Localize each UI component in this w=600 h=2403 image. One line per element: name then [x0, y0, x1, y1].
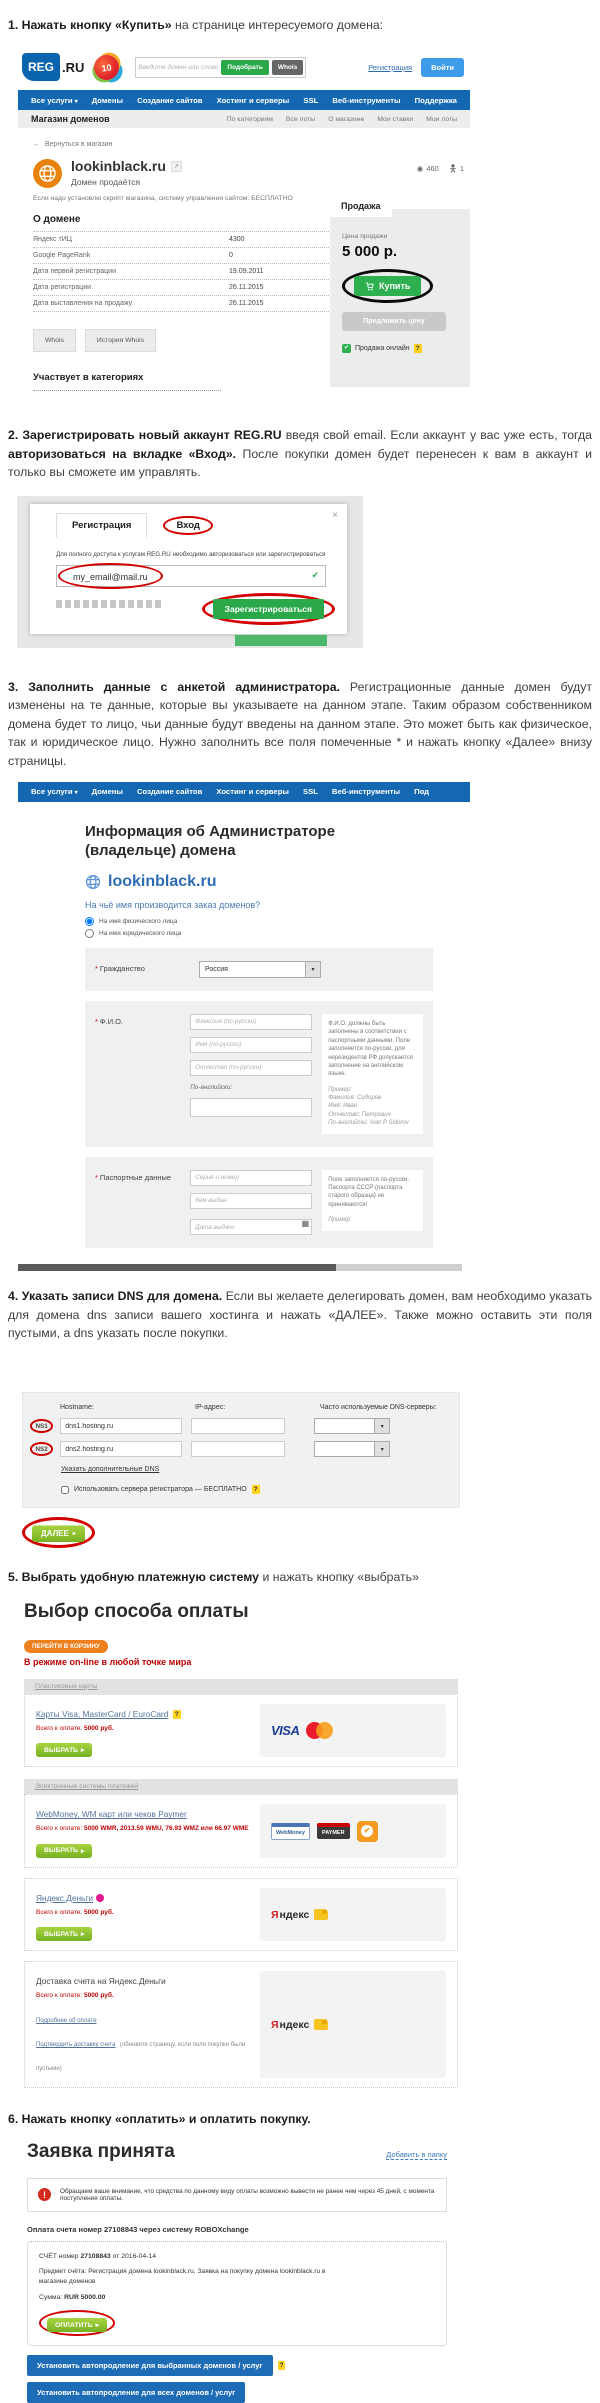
screenshot-order-accepted — [27, 2141, 447, 2403]
ns2-label-circled: NS2 — [30, 1442, 53, 1456]
price-label: Цена продажи — [342, 233, 388, 241]
modal-tabs — [30, 504, 347, 538]
check-icon: ✔ — [343, 345, 350, 352]
payment-title: Выбор способа оплаты — [24, 1600, 249, 1622]
question-icon[interactable]: ? — [415, 345, 420, 353]
tab-registration[interactable]: Регистрация — [56, 513, 147, 538]
order-accepted-title: Заявка принята — [27, 2140, 175, 2162]
arrow-right-icon: ▸ — [81, 1747, 85, 1755]
payment-option-yandex-invoice: Доставка счета на Яндекс.Деньги Всего к оплате: 5000 руб. Подробнее об оплате Подтвердить доставку счета (обновите страницу, если поля покупки были пустыми) Я ндекс — [24, 1961, 458, 2088]
calendar-icon[interactable]: ▦ — [301, 1218, 310, 1228]
modal-description: Для полного доступа к услугам REG.RU необходимо авторизоваться или зарегистрироваться — [56, 550, 326, 558]
eye-icon: ◉ — [416, 164, 424, 174]
step-1-bold: 1. Нажать кнопку «Купить» — [8, 18, 172, 32]
shop-links — [227, 116, 457, 123]
confirm-delivery-link[interactable]: Подтвердить доставку счета — [36, 2042, 116, 2049]
wallet-icon — [314, 1909, 328, 1920]
radio-legal-entity[interactable]: На имя юридического лица — [85, 929, 433, 938]
payment-option-webmoney: WebMoney, WM карт или чеков Paymer Всего к оплате: 5000 WMR, 2013.59 WMU, 76.93 WMZ или 66.97 WME ВЫБРАТЬ ▸ WebMoney PAYMER ✔ — [24, 1794, 458, 1868]
table-row: Google PageRank 0 — [33, 247, 335, 263]
question-icon[interactable]: ? — [174, 1710, 179, 1718]
nav-support[interactable]: Поддержка — [414, 95, 457, 105]
scrollbar-thumb[interactable] — [18, 1264, 336, 1271]
citizenship-box: * Гражданство Россия ▾ — [85, 948, 433, 991]
nav-webtools[interactable]: Веб-инструменты — [332, 95, 401, 105]
whois-history-button[interactable]: История Whois — [85, 329, 156, 352]
background-button-fragment — [235, 635, 327, 646]
autorenew-all-button[interactable]: Установить автопродление для всех доменов / услуг — [27, 2382, 245, 2403]
cards-link[interactable]: Карты Visa, MasterCard / EuroCard — [36, 1708, 169, 1719]
back-to-shop-link[interactable]: ← Вернуться в магазин — [33, 141, 113, 149]
close-icon[interactable]: × — [332, 509, 338, 521]
registrar-servers-checkbox[interactable] — [61, 1486, 69, 1494]
ns1-hostname-input[interactable] — [60, 1418, 182, 1434]
horizontal-scrollbar[interactable] — [18, 1264, 462, 1271]
english-label: По-английски: — [190, 1083, 233, 1091]
passport-date-input[interactable] — [190, 1219, 312, 1235]
payment-details-link[interactable]: Подробнее об оплате — [36, 2018, 97, 2025]
sale-panel — [330, 201, 470, 387]
question-icon[interactable]: ? — [279, 2362, 284, 2370]
chevron-down-icon: ▾ — [74, 98, 78, 105]
admin-form-content — [85, 822, 433, 1248]
dns-headers — [23, 1404, 459, 1411]
step-4-text: 4. Указать записи DNS для домена. Если вы желаете делегировать домен, вам необходимо указать для домена dns записи вашего хостинга и нажать «ДАЛЕЕ». Также можно оставить эти поля пустыми, а dns указать после покупки. — [8, 1289, 592, 1340]
table-row: Дата выставления на продажу 26.11.2015 — [33, 295, 335, 312]
nav-webtools[interactable]: Веб-инструменты — [331, 787, 401, 797]
nav-hosting[interactable]: Хостинг и серверы — [216, 787, 289, 797]
payment-option-yandex-money: Яндекс.Деньги Всего к оплате: 5000 руб. ВЫБРАТЬ ▸ Я ндекс — [24, 1878, 458, 1952]
ns2-ip-input[interactable] — [191, 1441, 285, 1457]
regru-logo-ru: .RU — [62, 59, 85, 75]
card-logos — [260, 1704, 446, 1758]
domain-line — [85, 873, 433, 891]
payment-line: Оплата счета номер 27108843 через систему ROBOXchange — [27, 2224, 249, 2234]
registrar-servers-checkbox-row: Использовать сервера регистратора — БЕСПЛАТНО ? — [61, 1485, 459, 1494]
shop-title: Магазин доменов — [31, 114, 110, 125]
webmoney-link[interactable]: WebMoney, WM карт или чеков Paymer — [36, 1809, 187, 1820]
add-to-folder-link[interactable]: Добавить в папку — [386, 2149, 447, 2159]
ns1-label-circled: NS1 — [30, 1419, 53, 1433]
select-button[interactable]: ВЫБРАТЬ ▸ — [36, 1743, 92, 1757]
nav-site-creation[interactable]: Создание сайтов — [136, 787, 203, 797]
domain-header-row — [33, 159, 470, 188]
pay-highlight-ellipse — [39, 2310, 115, 2337]
search-input[interactable] — [138, 60, 218, 74]
anniversary-badge-icon: 10 — [93, 53, 121, 81]
about-domain-title: О домене — [33, 214, 81, 226]
arrow-right-icon: ▸ — [72, 1531, 76, 1538]
registration-link[interactable]: Регистрация — [368, 62, 413, 72]
yandex-logo-box — [260, 1888, 446, 1942]
login-button[interactable]: Войти — [421, 58, 464, 77]
add-dns-link[interactable]: Указать дополнительные DNS — [61, 1466, 160, 1474]
domain-info-column — [33, 195, 335, 391]
bids-stat: 1 — [449, 164, 464, 173]
group-electronic-payments: Электронные системы платежей — [24, 1779, 458, 1794]
invoice-box — [27, 2241, 447, 2346]
domain-status: Домен продаётся — [71, 177, 141, 188]
shop-subnav — [18, 110, 470, 128]
nav-all-services[interactable]: Все услуги ▾ — [31, 95, 78, 105]
regru-logo-house: REG — [22, 53, 60, 81]
radio-individual[interactable]: На имя физического лица — [85, 917, 433, 926]
yandex-money-link[interactable]: Яндекс.Деньги — [36, 1892, 94, 1903]
ns2-hostname-input[interactable] — [60, 1441, 182, 1457]
domain-name: lookinblack.ru — [71, 158, 166, 175]
ip-header: IP-адрес: — [195, 1404, 226, 1412]
yandex-money-icon — [96, 1894, 104, 1902]
arrow-right-icon: ▸ — [95, 2322, 100, 2330]
next-button[interactable]: ДАЛЕЕ ▸ — [32, 1525, 85, 1542]
visa-logo: VISA — [271, 1723, 300, 1739]
seller-note: Если надо установлю скрипт магазина, систему управления сайтом. БЕСПЛАТНО — [33, 195, 293, 203]
next-highlight-ellipse — [22, 1517, 95, 1548]
paymer-badge: PAYMER — [317, 1823, 350, 1839]
auth-area — [368, 58, 466, 77]
step-6-text: 6. Нажать кнопку «оплатить» и оплатить покупку. — [8, 2112, 311, 2127]
arrow-left-icon: ← — [33, 141, 40, 149]
email-field[interactable] — [56, 565, 326, 587]
nav-domains[interactable]: Домены — [91, 787, 123, 797]
valid-check-icon: ✔ — [311, 570, 319, 581]
warning-box: ! Обращаем ваше внимание, что средства по данному виду оплаты возможно вывести не ранее чем через 45 дней, с момента поступления оплаты. — [27, 2178, 447, 2212]
passport-series-input[interactable] — [190, 1170, 312, 1186]
dns-row-ns2 — [30, 1441, 459, 1457]
screenshot-regru-domain-page — [18, 44, 470, 410]
nav-all-services[interactable]: Все услуги ▾ — [31, 787, 78, 797]
order-name-question: На чьё имя производится заказ доменов? — [85, 899, 261, 910]
domain-title-block — [71, 159, 182, 187]
passport-issuer-input[interactable] — [190, 1193, 312, 1209]
wallet-icon — [314, 2019, 328, 2030]
tab-login-circled[interactable]: Вход — [163, 516, 213, 535]
nav-ssl[interactable]: SSL — [302, 787, 318, 797]
arrow-right-icon: ▸ — [81, 1847, 85, 1855]
regru-header — [18, 44, 470, 90]
cart-icon — [365, 282, 374, 291]
step-5-text: 5. Выбрать удобную платежную систему и нажать кнопку «выбрать» — [8, 1570, 419, 1585]
screenshot-dns-settings — [22, 1392, 460, 1508]
screenshot-signup-modal — [17, 496, 363, 648]
nav-domains[interactable]: Домены — [91, 95, 124, 105]
payment-method-section — [24, 1601, 458, 2089]
email-highlight-ellipse — [58, 563, 163, 589]
warning-icon: ! — [38, 2188, 51, 2201]
ns1-dns-select[interactable] — [314, 1418, 390, 1434]
domain-stats — [417, 159, 464, 173]
nav-ssl[interactable]: SSL — [303, 95, 319, 105]
globe-icon — [33, 159, 62, 188]
offer-price-button[interactable]: Предложить цену — [342, 312, 446, 331]
online-anywhere-line: В режиме on-line в любой точке мира — [24, 1656, 192, 1667]
english-name-input[interactable] — [190, 1098, 312, 1117]
chevron-down-icon: ▾ — [374, 1442, 389, 1456]
radio-individual-input[interactable] — [85, 917, 94, 926]
fio-note: Ф.И.О. должны быть заполнены в соответствии с паспортными данными. Поле заполняется по-русски, для нерезидентов РФ допускается заполнение на английском языке. Пример: Фамилия: Сидоров Имя: Иван Отчество: Петрович По-английски: Ivan P Sidorov — [322, 1014, 423, 1134]
yandex-logo: Я ндекс — [271, 1909, 328, 1921]
autorenew-selected-button[interactable]: Установить автопродление для выбранных доменов / услуг — [27, 2355, 273, 2376]
required-asterisk: * — [95, 1172, 98, 1182]
step-1-text: 1. Нажать кнопку «Купить» на странице интересуемого домена: — [8, 18, 384, 32]
table-row: Яндекс тИЦ 4300 — [33, 231, 335, 247]
register-highlight-ellipse — [202, 593, 335, 625]
step-2-text: 2. Зарегистрировать новый аккаунт REG.RU введя свой email. Если аккаунт у вас уже есть, тогда авторизоваться на вкладке «Вход». После покупки домен будет перенесен к вам в аккаунт и только вы сможете им управлять. — [8, 428, 592, 480]
nav-support-truncated[interactable]: Под — [414, 787, 430, 797]
radio-legal-input[interactable] — [85, 929, 94, 938]
webmoney-logos — [260, 1804, 446, 1858]
passport-note: Поле заполняется по-русски. Паспорта СССР (паспорта старого образца) не принимаются! Пример: — [322, 1170, 423, 1231]
external-link-icon[interactable]: ↗ — [171, 161, 182, 172]
shop-link-about[interactable]: О магазине — [328, 115, 365, 123]
question-icon[interactable]: ? — [253, 1486, 258, 1494]
yandex-invoice-title: Доставка счета на Яндекс.Деньги — [36, 1976, 166, 1987]
chevron-down-icon: ▾ — [374, 1419, 389, 1433]
buy-button[interactable]: Купить — [354, 276, 421, 296]
hostname-header: Hostname: — [60, 1404, 94, 1412]
select-button[interactable]: ВЫБРАТЬ ▸ — [36, 1927, 92, 1941]
whois-buttons-row — [33, 329, 335, 352]
firstname-input[interactable] — [190, 1037, 312, 1053]
webmoney-badge: WebMoney — [271, 1823, 310, 1840]
required-asterisk: * — [95, 1016, 98, 1026]
payment-option-cards: Карты Visa, MasterCard / EuroCard ? Всего к оплате: 5000 руб. ВЫБРАТЬ ▸ VISA — [24, 1694, 458, 1768]
whois-info-button[interactable]: Whois — [33, 329, 76, 352]
chevron-down-icon: ▾ — [305, 962, 320, 977]
domain-params-table — [33, 231, 335, 312]
invoice-sum: Сумма: RUR 5000.00 — [39, 2293, 106, 2301]
globe-icon — [85, 874, 101, 890]
sale-tab[interactable]: Продажа — [330, 195, 392, 217]
screenshot-admin-form — [0, 782, 600, 1271]
buy-highlight-ellipse — [342, 269, 433, 303]
register-button[interactable]: Зарегистрироваться — [213, 599, 324, 619]
citizenship-select[interactable]: Россия ▾ — [199, 961, 321, 978]
domain-page-body — [18, 195, 470, 410]
yandex-logo-box — [260, 1971, 446, 2078]
views-stat: ◉ 460 — [416, 164, 439, 174]
signup-modal — [30, 504, 347, 634]
main-nav — [18, 90, 470, 110]
main-nav — [18, 782, 470, 802]
shop-link-all-lots[interactable]: Все лоты — [285, 115, 316, 123]
shop-link-my-lots[interactable]: Мои лоты — [426, 115, 457, 123]
sale-price: 5 000 р. — [342, 243, 398, 261]
nav-site-creation[interactable]: Создание сайтов — [137, 95, 203, 105]
passport-box: * Паспортные данные Серия и номер Кем выдан Дата выдачи ▦ Поле заполняется по-русски. Паспорта СССР (паспорта старого образца) не принимаются! Пример: — [85, 1157, 433, 1249]
go-to-cart-button[interactable]: ПЕРЕЙТИ В КОРЗИНУ — [24, 1640, 108, 1653]
fio-box: * Ф.И.О. Фамилия (по-русски) Имя (по-русски) Отчество (по-русски) По-английски: Ф.И.О. должны быть заполнены в соответствии с паспортными данными. Поле заполняется по-русски, для нерезидентов РФ допускается заполнение на английском языке. Пример: Фамилия: Сидоров Имя: Иван Отчество: Петрович По-английски: Ivan P Sidorov — [85, 1001, 433, 1147]
yandex-logo: Я ндекс — [271, 2019, 328, 2031]
middlename-input[interactable] — [190, 1060, 312, 1076]
domain-name: lookinblack.ru — [108, 872, 217, 890]
domain-search-box — [135, 57, 306, 78]
chevron-down-icon: ▾ — [74, 790, 78, 797]
whois-button[interactable]: Whois — [272, 60, 304, 75]
admin-form-title: Информация об Администраторе (владельце) домена — [85, 822, 336, 860]
ns1-ip-input[interactable] — [191, 1418, 285, 1434]
podobrat-button[interactable]: Подобрать — [221, 60, 268, 75]
dns-row-ns1 — [30, 1418, 459, 1434]
arrow-right-icon: ▸ — [81, 1931, 85, 1939]
regru-logo[interactable] — [22, 53, 84, 81]
online-sale-row: ✔ Продажа онлайн ? — [343, 345, 420, 353]
verified-badge-icon: ✔ — [357, 1821, 378, 1842]
table-row: Дата регистрации 26.11.2015 — [33, 279, 335, 295]
required-asterisk: * — [95, 963, 98, 973]
nav-hosting[interactable]: Хостинг и серверы — [216, 95, 290, 105]
pay-button[interactable]: ОПЛАТИТЬ ▸ — [47, 2318, 107, 2332]
shop-link-my-bids[interactable]: Мои ставки — [377, 115, 414, 123]
ns2-dns-select[interactable] — [314, 1441, 390, 1457]
autorenew-buttons — [27, 2355, 447, 2403]
bidder-icon — [449, 164, 457, 173]
email-value: my_email@mail.ru — [73, 571, 148, 582]
select-button[interactable]: ВЫБРАТЬ ▸ — [36, 1844, 92, 1858]
shop-link-categories[interactable]: По категориям — [226, 115, 273, 123]
mastercard-logo — [306, 1722, 333, 1739]
table-row: Дата первой регистрации 19.09.2011 — [33, 263, 335, 279]
group-plastic-cards: Пластиковые карты — [24, 1679, 458, 1694]
invoice-number-line: СЧЁТ номер 27108843 от 2016-04-14 — [39, 2252, 156, 2260]
common-dns-header: Часто используемые DNS-серверы: — [320, 1404, 437, 1412]
lastname-input[interactable] — [190, 1014, 312, 1030]
step-3-text: 3. Заполнить данные с анкетой администратора. Регистрационные данные домен будут изменены на те данные, которые вы указываете на данном этапе. Таким образом собственником домена будет то лицо, чьи данные будут введены на данном этапе. Это может быть как физическое, так и юридическое лицо. Нужно заполнить все поля помеченные * и нажать кнопку «Далее» внизу страницы. — [8, 679, 592, 768]
categories-title: Участвует в категориях — [33, 372, 221, 391]
invoice-subject: Предмет счёта: Регистрация домена lookinblack.ru, Заявка на покупку домена lookinblack.ru в магазине доменов — [39, 2267, 326, 2285]
